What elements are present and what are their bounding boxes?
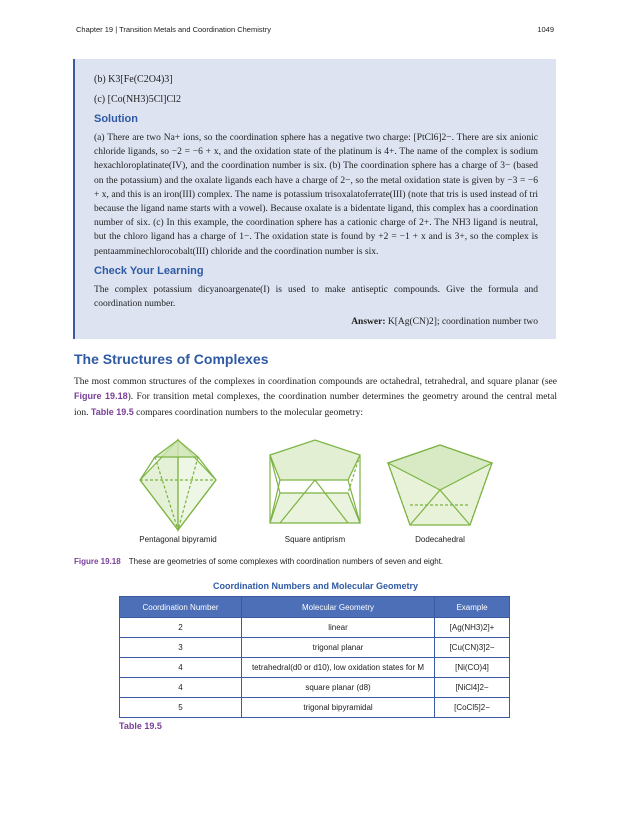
- section-heading: The Structures of Complexes: [74, 351, 269, 367]
- example-box: [73, 59, 556, 339]
- header-example: Example: [435, 597, 510, 618]
- geometry-shapes: [120, 435, 510, 535]
- cell-example: [Cu(CN)3]2−: [435, 638, 510, 658]
- cell-example: [CoCl5]2−: [435, 698, 510, 718]
- page-header: [76, 25, 554, 34]
- cell-geometry: trigonal bipyramidal: [242, 698, 435, 718]
- table-label: Table 19.5: [119, 721, 162, 731]
- shape-label-pentagonal-bipyramid: Pentagonal bipyramid: [139, 535, 217, 544]
- table-row: [120, 678, 510, 698]
- figure-caption-label: Figure 19.18: [74, 557, 121, 566]
- cell-cn: 5: [120, 698, 242, 718]
- table-header-row: [120, 597, 510, 618]
- item-b: (b) K3[Fe(C2O4)3]: [94, 74, 173, 85]
- table-row: [120, 638, 510, 658]
- cell-cn: 4: [120, 678, 242, 698]
- page-number: 1049: [537, 25, 554, 34]
- check-your-learning-heading: Check Your Learning: [94, 264, 204, 277]
- header-coordination-number: Coordination Number: [120, 597, 242, 618]
- header-molecular-geometry: Molecular Geometry: [242, 597, 435, 618]
- square-antiprism-icon: [270, 440, 360, 523]
- shape-label-dodecahedral: Dodecahedral: [415, 535, 465, 544]
- table-row: [120, 618, 510, 638]
- cell-example: [Ag(NH3)2]+: [435, 618, 510, 638]
- answer-line: [94, 317, 538, 327]
- cell-example: [Ni(CO)4]: [435, 658, 510, 678]
- check-your-learning-text: The complex potassium dicyanoargenate(I) is used to make antiseptic compounds. Give the formula and coordination number.: [94, 284, 538, 310]
- table-title: Coordination Numbers and Molecular Geometry: [212, 581, 419, 591]
- figure-caption: [74, 557, 557, 566]
- answer-label: Answer:: [351, 317, 386, 328]
- cell-cn: 3: [120, 638, 242, 658]
- cell-geometry: trigonal planar: [242, 638, 435, 658]
- answer-text: K[Ag(CN)2]; coordination number two: [387, 317, 538, 328]
- item-c-formula: [Co(NH3)5Cl]Cl2: [107, 94, 181, 105]
- cell-geometry: square planar (d8): [242, 678, 435, 698]
- cell-geometry: linear: [242, 618, 435, 638]
- cell-geometry: tetrahedral(d0 or d10), low oxidation states for M: [242, 658, 435, 678]
- dodecahedral-icon: [388, 445, 492, 525]
- table-link[interactable]: Table 19.5: [90, 406, 134, 417]
- chapter-title: Chapter 19 | Transition Metals and Coordination Chemistry: [76, 25, 271, 34]
- pentagonal-bipyramid-icon: [140, 440, 216, 530]
- figure-caption-text: These are geometries of some complexes with coordination numbers of seven and eight.: [128, 557, 444, 566]
- item-b-formula: K3[Fe(C2O4)3]: [108, 74, 173, 85]
- geometry-figure: [120, 435, 510, 555]
- section-paragraph: The most common structures of the complexes in coordination compounds are octahedral, tetrahedral, and square planar (see Figure 19.18). For transition metal complexes, the coordination number determines the geometry around the central metal ion. Table 19.5 compares coordination numbers to the molecular geometry:: [74, 377, 557, 418]
- cell-example: [NiCl4]2−: [435, 678, 510, 698]
- table-row: [120, 658, 510, 678]
- cell-cn: 2: [120, 618, 242, 638]
- solution-heading: Solution: [94, 113, 138, 125]
- solution-text: (a) There are two Na+ ions, so the coordination sphere has a negative two charge: [PtCl6]2−. There are six anionic chloride ligands, so −2 = −6 + x, and the oxidation state of the platinum is 4+. The name of the complex is sodium hexachloroplatinate(IV), and the coordination number is six. (b) The coordination sphere has a charge of 3− (based on the potassium) and the oxalate ligands each have a charge of 2−, so the metal oxidation state is given by −3 = −6 + x, and this is an iron(III) complex. The name is potassium trisoxalatoferrate(III) (note that tris is used instead of tri because the ligand name starts with a vowel). Because oxalate is a bidentate ligand, this complex has a coordination number of six. (c) In this example, the coordination sphere has a cationic charge of 2+. The NH3 ligand is neutral, but the chloro ligand has a charge of 1−. The oxidation state is found by +2 = −1 + x and is 3+, so the complex is pentaamminechlorocobalt(III) chloride and the coordination number is six.: [94, 133, 538, 257]
- cell-cn: 4: [120, 658, 242, 678]
- shape-label-square-antiprism: Square antiprism: [284, 535, 346, 544]
- coordination-table: [119, 596, 510, 718]
- table-row: [120, 698, 510, 718]
- figure-link[interactable]: Figure 19.18: [74, 391, 128, 402]
- item-c: (c) [Co(NH3)5Cl]Cl2: [94, 94, 181, 105]
